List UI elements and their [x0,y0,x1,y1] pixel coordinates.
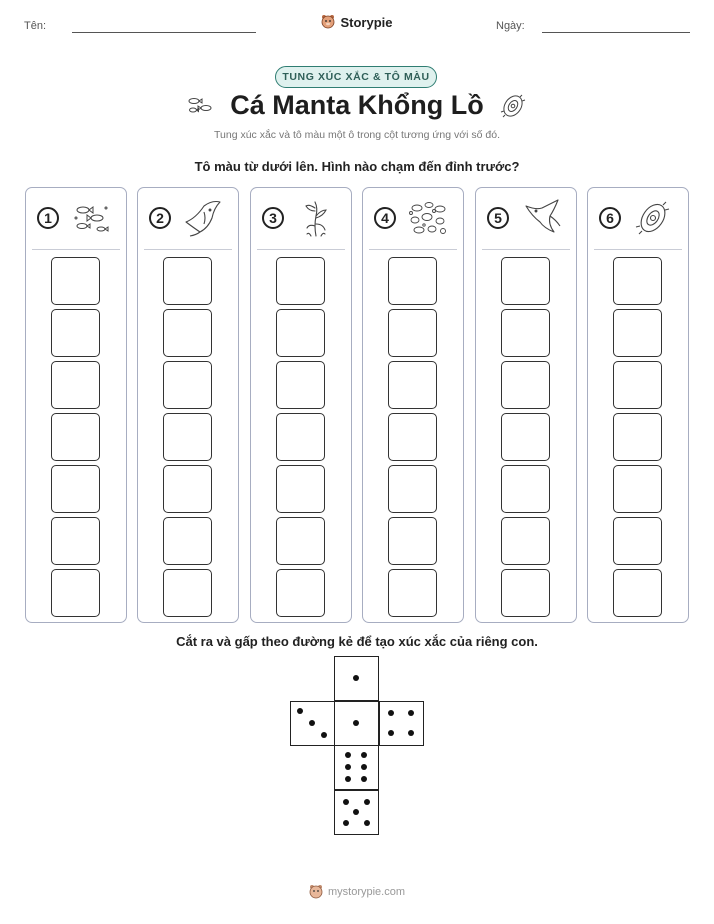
dice-pip [353,720,359,726]
dice-pip [361,776,367,782]
storypie-mascot-icon [321,14,335,30]
dice-pip [388,710,394,716]
dice-pip [343,820,349,826]
dice-face-1 [334,701,379,746]
column-5 [475,187,577,623]
name-field[interactable] [72,32,256,33]
column-divider [369,249,457,250]
color-cell[interactable] [51,257,100,305]
dice-pip [321,732,327,738]
dice-pip [353,809,359,815]
color-cell[interactable] [163,309,212,357]
dice-pip [345,764,351,770]
color-cell[interactable] [501,361,550,409]
column-6 [587,187,689,623]
color-cell[interactable] [51,361,100,409]
column-divider [144,249,232,250]
column-3 [250,187,352,623]
dice-pip [343,799,349,805]
column-divider [32,249,120,250]
seaweed-icon [295,198,337,238]
color-cell[interactable] [388,465,437,513]
dice-face-3 [290,701,335,746]
color-cell[interactable] [163,361,212,409]
color-cell[interactable] [613,465,662,513]
dice-face-5 [334,790,379,835]
column-4 [362,187,464,623]
color-cell[interactable] [501,309,550,357]
activity-badge: TUNG XÚC XẮC & TÔ MÀU [275,66,437,88]
color-cell[interactable] [163,569,212,617]
dice-pip [408,710,414,716]
coloring-instruction: Tô màu từ dưới lên. Hình nào chạm đến đỉnh trước? [194,159,520,174]
dice-pip [364,820,370,826]
color-cell[interactable] [501,569,550,617]
column-2 [137,187,239,623]
color-cell[interactable] [388,257,437,305]
color-cell[interactable] [276,309,325,357]
dice-instruction: Cắt ra và gấp theo đường kẻ để tạo xúc xắc của riêng con. [176,634,538,649]
color-cell[interactable] [613,309,662,357]
brand-name: Storypie [340,14,393,30]
microorganism-icon [499,93,527,119]
color-cell[interactable] [501,517,550,565]
dice-face-1 [334,656,379,701]
dice-pip [408,730,414,736]
page-title: Cá Manta Khổng Lồ [230,90,484,120]
color-cell[interactable] [163,517,212,565]
column-number: 3 [262,207,284,229]
color-cell[interactable] [388,569,437,617]
color-cell[interactable] [613,361,662,409]
color-cell[interactable] [613,517,662,565]
storypie-mascot-icon [309,884,323,900]
color-cell[interactable] [163,413,212,461]
date-label: Ngày: [496,20,525,32]
column-divider [594,249,682,250]
color-cell[interactable] [501,413,550,461]
column-number: 6 [599,207,621,229]
footer-url: mystorypie.com [327,886,406,898]
dice-pip [345,752,351,758]
plankton-icon [407,198,449,238]
color-cell[interactable] [388,517,437,565]
color-cell[interactable] [613,413,662,461]
column-number: 5 [487,207,509,229]
footer [0,884,714,900]
color-cell[interactable] [276,361,325,409]
color-cell[interactable] [51,569,100,617]
name-label: Tên: [24,20,47,32]
color-cell[interactable] [51,413,100,461]
subtitle: Tung xúc xắc và tô màu một ô trong cột tương ứng với số đó. [214,129,500,141]
manta-ray-icon [182,198,224,238]
color-cell[interactable] [613,569,662,617]
dice-pip [361,764,367,770]
fish-school-icon [70,198,112,238]
dice-pip [345,776,351,782]
color-cell[interactable] [163,257,212,305]
color-cell[interactable] [276,257,325,305]
dice-pip [388,730,394,736]
color-cell[interactable] [276,517,325,565]
brand [0,14,714,30]
color-cell[interactable] [388,309,437,357]
column-divider [482,249,570,250]
color-cell[interactable] [501,465,550,513]
dice-face-4 [379,701,424,746]
color-cell[interactable] [163,465,212,513]
dice-pip [364,799,370,805]
color-cell[interactable] [501,257,550,305]
color-cell[interactable] [51,517,100,565]
dice-pip [309,720,315,726]
color-cell[interactable] [276,413,325,461]
column-divider [257,249,345,250]
column-number: 4 [374,207,396,229]
manta-ray-small-icon [520,198,562,238]
dice-face-6 [334,745,379,790]
microorganism-icon [632,198,674,238]
color-cell[interactable] [51,309,100,357]
dice-pip [353,675,359,681]
color-cell[interactable] [613,257,662,305]
color-cell[interactable] [51,465,100,513]
dice-pip [361,752,367,758]
color-cell[interactable] [276,465,325,513]
color-cell[interactable] [276,569,325,617]
dice-pip [297,708,303,714]
color-cell[interactable] [388,361,437,409]
date-field[interactable] [542,32,690,33]
column-1 [25,187,127,623]
color-cell[interactable] [388,413,437,461]
column-number: 2 [149,207,171,229]
column-number: 1 [37,207,59,229]
